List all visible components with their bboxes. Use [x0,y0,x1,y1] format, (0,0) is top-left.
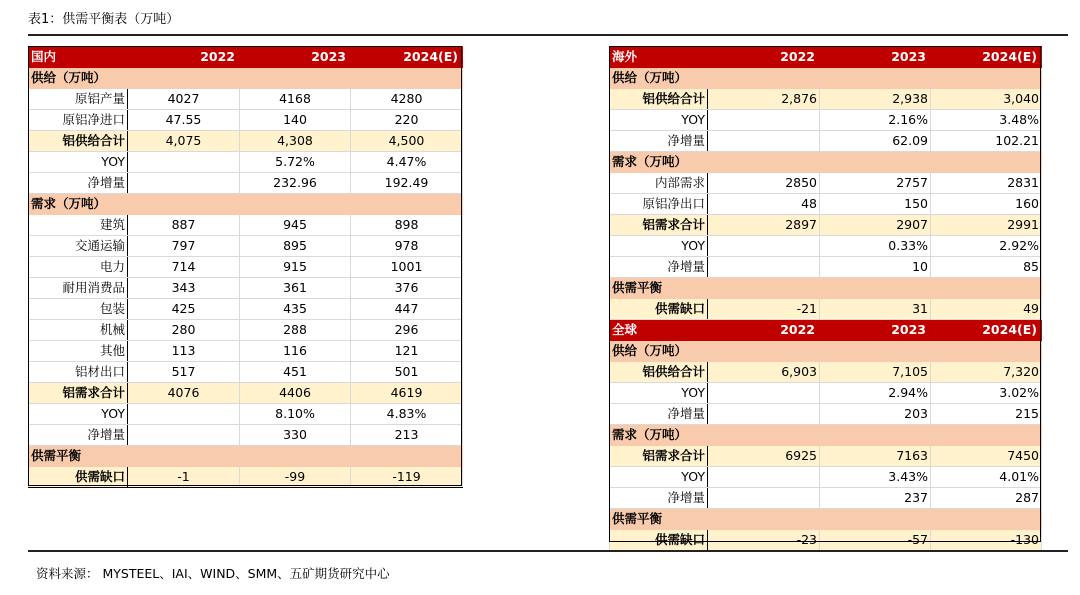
value-cell: 203 [820,404,931,425]
table-header-row [29,47,463,68]
value-cell: 7450 [931,446,1042,467]
row-label: YOY [610,467,708,488]
source-note: 资料来源： MYSTEEL、IAI、WIND、SMM、五矿期货研究中心 [36,566,390,581]
value-cell [708,236,820,257]
value-cell: 2.92% [931,236,1042,257]
table-row [610,362,1042,383]
header-label: 全球 [610,320,708,341]
value-cell: -23 [708,530,820,551]
table-row [610,488,1042,509]
value-cell: 232.96 [240,173,351,194]
value-cell: 2.94% [820,383,931,404]
header-year: 2023 [240,47,351,68]
value-cell: 8.10% [240,404,351,425]
value-cell [128,404,240,425]
header-year: 2023 [820,47,931,68]
value-cell: 102.21 [931,131,1042,152]
value-cell: 2831 [931,173,1042,194]
value-cell: 62.09 [820,131,931,152]
row-label: 电力 [29,257,128,278]
value-cell: 376 [351,278,463,299]
section-label: 供给（万吨） [29,68,463,89]
value-cell: 49 [931,299,1042,320]
row-label: 包装 [29,299,128,320]
table-row [29,89,463,110]
value-cell: -119 [351,467,463,488]
value-cell: 6,903 [708,362,820,383]
value-cell [708,110,820,131]
value-cell: -99 [240,467,351,488]
value-cell: 343 [128,278,240,299]
value-cell: 5.72% [240,152,351,173]
value-cell: 7163 [820,446,931,467]
value-cell: 4,075 [128,131,240,152]
value-cell: 4.83% [351,404,463,425]
header-label: 国内 [29,47,128,68]
value-cell: 150 [820,194,931,215]
value-cell: -130 [931,530,1042,551]
table-row [610,257,1042,278]
value-cell: 4,500 [351,131,463,152]
value-cell: 2991 [931,215,1042,236]
row-label: 供需缺口 [29,467,128,488]
value-cell: 2757 [820,173,931,194]
table-row [29,362,463,383]
row-label: 机械 [29,320,128,341]
value-cell: 451 [240,362,351,383]
bottom-rule [28,550,1068,552]
value-cell: 2907 [820,215,931,236]
value-cell: 31 [820,299,931,320]
value-cell: 2897 [708,215,820,236]
value-cell: 4.01% [931,467,1042,488]
row-label: 铝材出口 [29,362,128,383]
value-cell: 160 [931,194,1042,215]
row-label: 建筑 [29,215,128,236]
section-row [29,446,463,467]
value-cell: 330 [240,425,351,446]
top-rule [28,34,1068,36]
section-row [610,509,1042,530]
row-label: 铝供给合计 [29,131,128,152]
row-label: 铝需求合计 [29,383,128,404]
header-year: 2022 [708,47,820,68]
header-year: 2022 [128,47,240,68]
value-cell: 7,320 [931,362,1042,383]
value-cell: 10 [820,257,931,278]
row-label: 供需缺口 [610,299,708,320]
value-cell: 287 [931,488,1042,509]
value-cell: 447 [351,299,463,320]
table-row [29,467,463,488]
row-label: 供需缺口 [610,530,708,551]
table-row [610,194,1042,215]
table-row [610,383,1042,404]
row-label: 铝需求合计 [610,215,708,236]
section-label: 供需平衡 [29,446,463,467]
row-label: 内部需求 [610,173,708,194]
value-cell: 2,876 [708,89,820,110]
value-cell: 237 [820,488,931,509]
row-label: 净增量 [29,425,128,446]
value-cell [708,404,820,425]
value-cell [708,488,820,509]
value-cell: -1 [128,467,240,488]
value-cell: -21 [708,299,820,320]
value-cell: 288 [240,320,351,341]
table-header-row [610,320,1042,341]
value-cell: 48 [708,194,820,215]
row-label: 净增量 [610,257,708,278]
value-cell [708,257,820,278]
row-label: YOY [29,152,128,173]
section-row [29,194,463,215]
value-cell: 714 [128,257,240,278]
table-row [29,341,463,362]
row-label: YOY [610,110,708,131]
table-row [610,404,1042,425]
section-row [610,341,1042,362]
header-year: 2024(E) [931,320,1042,341]
value-cell: 296 [351,320,463,341]
value-cell: 895 [240,236,351,257]
value-cell: 915 [240,257,351,278]
row-label: 其他 [29,341,128,362]
row-label: 净增量 [610,488,708,509]
value-cell: 4027 [128,89,240,110]
value-cell: 3,040 [931,89,1042,110]
value-cell: 945 [240,215,351,236]
table-row [29,173,463,194]
value-cell: 4.47% [351,152,463,173]
value-cell: 121 [351,341,463,362]
section-row [610,425,1042,446]
header-year: 2022 [708,320,820,341]
value-cell: 3.43% [820,467,931,488]
table-row [610,236,1042,257]
value-cell: 978 [351,236,463,257]
section-row [610,68,1042,89]
row-label: 耐用消费品 [29,278,128,299]
value-cell: 4,308 [240,131,351,152]
row-label: 铝供给合计 [610,362,708,383]
value-cell: 116 [240,341,351,362]
table-header-row [610,47,1042,68]
value-cell: 2,938 [820,89,931,110]
value-cell: 501 [351,362,463,383]
value-cell: 192.49 [351,173,463,194]
table-row [29,152,463,173]
value-cell: 797 [128,236,240,257]
value-cell: 887 [128,215,240,236]
section-label: 需求（万吨） [610,425,1042,446]
section-label: 供给（万吨） [610,68,1042,89]
table-row [29,257,463,278]
value-cell: 140 [240,110,351,131]
value-cell: 435 [240,299,351,320]
value-cell: 517 [128,362,240,383]
row-label: 铝需求合计 [610,446,708,467]
value-cell: 3.48% [931,110,1042,131]
section-label: 需求（万吨） [29,194,463,215]
table-row [29,236,463,257]
value-cell: 220 [351,110,463,131]
table-row [610,299,1042,320]
value-cell: 4406 [240,383,351,404]
section-label: 供给（万吨） [610,341,1042,362]
table-row [610,215,1042,236]
table-row [610,467,1042,488]
section-label: 供需平衡 [610,509,1042,530]
value-cell: 3.02% [931,383,1042,404]
value-cell [128,152,240,173]
row-label: 净增量 [610,131,708,152]
table-row [29,425,463,446]
row-label: YOY [29,404,128,425]
section-row [610,278,1042,299]
value-cell: 213 [351,425,463,446]
value-cell [708,131,820,152]
value-cell: 215 [931,404,1042,425]
value-cell [708,467,820,488]
header-year: 2024(E) [351,47,463,68]
value-cell: 0.33% [820,236,931,257]
value-cell: 2.16% [820,110,931,131]
row-label: 净增量 [29,173,128,194]
section-label: 供需平衡 [610,278,1042,299]
table-row [29,131,463,152]
row-label: 原铝净出口 [610,194,708,215]
table-row [29,110,463,131]
table-row [29,215,463,236]
value-cell: 85 [931,257,1042,278]
table-row [610,446,1042,467]
table-row [29,320,463,341]
header-year: 2024(E) [931,47,1042,68]
value-cell: 280 [128,320,240,341]
row-label: YOY [610,383,708,404]
value-cell [708,383,820,404]
value-cell: 425 [128,299,240,320]
value-cell: 7,105 [820,362,931,383]
value-cell [128,425,240,446]
row-label: 原铝净进口 [29,110,128,131]
section-row [29,68,463,89]
table-row [29,404,463,425]
table-row [29,278,463,299]
row-label: 铝供给合计 [610,89,708,110]
row-label: 交通运输 [29,236,128,257]
value-cell: 4619 [351,383,463,404]
value-cell: 4168 [240,89,351,110]
value-cell: 6925 [708,446,820,467]
table-row [610,110,1042,131]
value-cell: 47.55 [128,110,240,131]
table-row [610,131,1042,152]
value-cell: 4076 [128,383,240,404]
table-row [29,383,463,404]
value-cell: 898 [351,215,463,236]
section-row [610,152,1042,173]
table-row [610,530,1042,551]
section-label: 需求（万吨） [610,152,1042,173]
overseas-global-balance-table [609,46,1042,551]
value-cell: 2850 [708,173,820,194]
value-cell: 4280 [351,89,463,110]
value-cell [128,173,240,194]
table-row [29,299,463,320]
table-row [610,173,1042,194]
row-label: YOY [610,236,708,257]
table-row [610,89,1042,110]
header-label: 海外 [610,47,708,68]
row-label: 净增量 [610,404,708,425]
value-cell: 1001 [351,257,463,278]
value-cell: 361 [240,278,351,299]
header-year: 2023 [820,320,931,341]
domestic-balance-table [28,46,463,488]
value-cell: 113 [128,341,240,362]
table-caption: 表1：供需平衡表（万吨） [28,12,180,27]
row-label: 原铝产量 [29,89,128,110]
value-cell: -57 [820,530,931,551]
